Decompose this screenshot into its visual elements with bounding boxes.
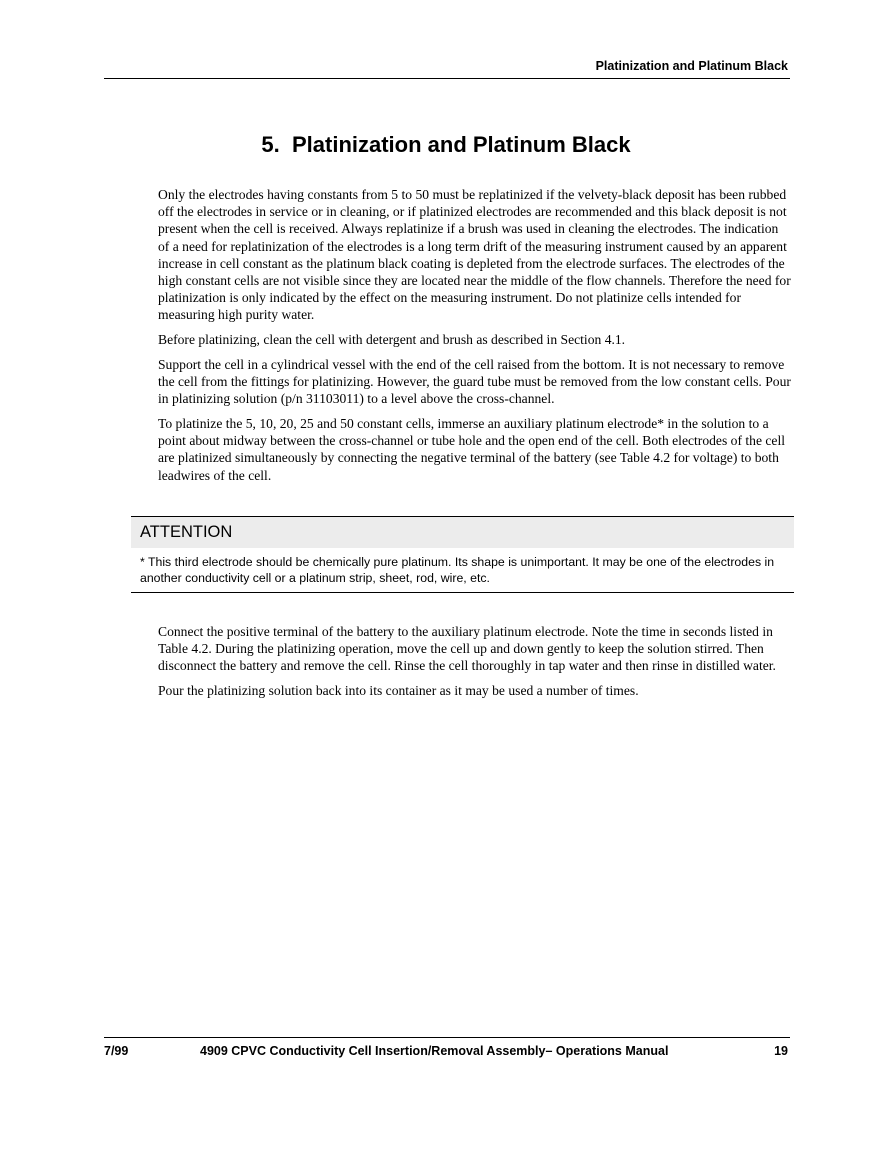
page-number: 19 <box>774 1044 788 1058</box>
body-text-before <box>158 186 792 491</box>
paragraph: Connect the positive terminal of the battery to the auxiliary platinum electrode. Note the time in seconds listed in Table 4.2. During the platinizing operation, move the cell up and down gently to keep the solution stirred. Then disconnect the battery and remove the cell. Rinse the cell thoroughly in tap water and then rinse in distilled water. <box>158 624 776 674</box>
chapter-title <box>0 132 892 158</box>
body-text-after <box>158 623 792 707</box>
footer-manual-title: 4909 CPVC Conductivity Cell Insertion/Removal Assembly– Operations Manual <box>200 1044 669 1058</box>
attention-box <box>131 516 794 593</box>
paragraph: Support the cell in a cylindrical vessel with the end of the cell raised from the bottom. It is not necessary to remove the cell from the fittings for platinizing. However, the guard tube must be removed from the low constant cells. Pour in platinizing solution (p/n 31103011) to a level above the cross-channel. <box>158 356 791 407</box>
chapter-title-text: Platinization and Platinum Black <box>291 132 631 157</box>
paragraph: To platinize the 5, 10, 20, 25 and 50 constant cells, immerse an auxiliary platinum electrode* in the solution to a point about midway between the cross-channel or tube hole and the open end of the cell. Both electrodes of the cell are platinized simultaneously by connecting the negative terminal of the battery (see Table 4.2 for voltage) to both leadwires of the cell. <box>158 415 785 483</box>
running-title: Platinization and Platinum Black <box>595 59 788 73</box>
paragraph: Only the electrodes having constants from 5 to 50 must be replatinized if the velvety-black deposit has been rubbed off the electrodes in service or in cleaning, or if platinized electrodes are recommended and this black deposit is not present when the cell is received. Always replatinize if a brush was used in cleaning the electrodes. The indication of a need for replatinization of the electrodes is a long term drift of the measuring instrument caused by an apparent increase in cell constant as the platinum black coating is depleted from the electrode surfaces. The electrodes of the high constant cells are not visible since they are located near the middle of the flow channels. Therefore the need for platinization is only indicated by the effect on the measuring instrument. Do not platinize cells intended for measuring high purity water. <box>158 187 791 323</box>
chapter-number: 5. <box>261 132 280 157</box>
page-footer <box>104 1037 790 1062</box>
paragraph: Pour the platinizing solution back into its container as it may be used a number of times. <box>158 683 639 699</box>
attention-note: * This third electrode should be chemically pure platinum. Its shape is unimportant. It may be one of the electrodes in another conductivity cell or a platinum strip, sheet, rod, wire, etc. <box>140 555 775 585</box>
footer-date: 7/99 <box>104 1044 129 1058</box>
paragraph: Before platinizing, clean the cell with detergent and brush as described in Section 4.1. <box>158 332 626 348</box>
attention-heading: ATTENTION <box>131 517 794 548</box>
page-header <box>104 58 790 79</box>
